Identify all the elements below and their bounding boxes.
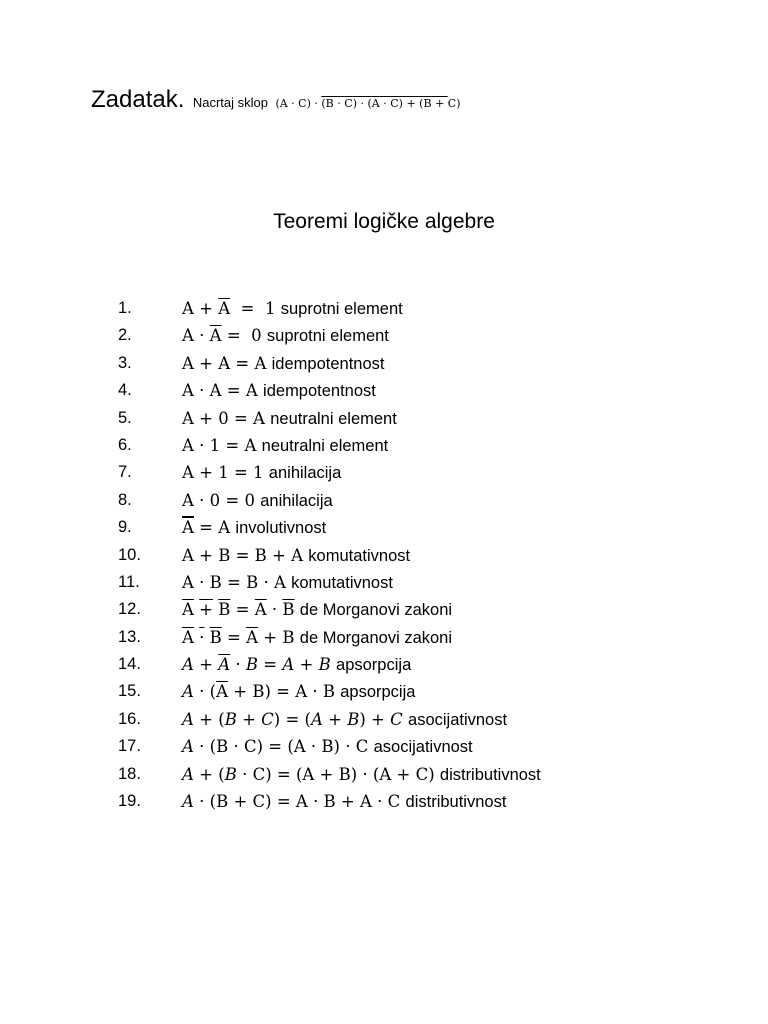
theorem-number: 11. (118, 572, 140, 591)
formula-expression: A + (B + C) = (A + B) + C (182, 709, 403, 729)
theorem-number: 2. (118, 326, 132, 345)
theorem-number: 19. (118, 792, 141, 811)
task-line (91, 86, 461, 114)
theorem-description: apsorpcija (336, 656, 412, 675)
task-instruction: Nacrtaj sklop (192, 95, 268, 110)
formula-expression: $A + \overline{A} = 1$ (182, 299, 276, 318)
theorem-description: neutralni element (261, 436, 389, 455)
theorem-formula (182, 295, 403, 323)
theorem-description: de Morganovi zakoni (299, 628, 453, 647)
formula-expression: $\overline{A} = A$ (182, 518, 231, 538)
theorem-formula (182, 405, 397, 433)
theorem-formula (182, 706, 507, 734)
theorem-formula (182, 487, 333, 515)
theorem-formula (182, 733, 473, 761)
formula-expression: A · B = B · A (182, 572, 286, 592)
theorem-description: suprotni element (266, 327, 389, 346)
formula-expression: A · A = A (182, 381, 258, 401)
theorem-formula (182, 432, 388, 460)
formula-expression: $\overline{A} \cdot \overline{B} = \overline{A} + B$ (182, 627, 295, 647)
theorem-number: 6. (118, 435, 132, 454)
theorem-number: 4. (118, 381, 132, 400)
theorem-number: 13. (118, 627, 141, 646)
theorem-number: 18. (118, 764, 141, 783)
theorem-description: suprotni element (280, 300, 403, 318)
theorem-formula (182, 377, 376, 405)
theorem-number: 17. (118, 737, 141, 756)
theorem-number: 14. (118, 655, 141, 674)
theorem-description: komutativnost (308, 546, 411, 565)
theorem-formula (182, 788, 506, 816)
formula-expression: $\overline{A} + \overline{B} = \overline{A} \cdot \overline{B}$ (182, 600, 295, 620)
theorem-formula (182, 542, 410, 570)
page-title: Teoremi logičke algebre (273, 210, 495, 233)
theorem-description: asocijativnost (408, 710, 508, 729)
theorem-number: 1. (118, 299, 132, 317)
theorem-description: de Morganovi zakoni (299, 601, 453, 620)
theorem-number: 15. (118, 682, 141, 701)
formula-expression: $A \cdot (\overline{A} + B) = A \cdot B$ (182, 682, 335, 702)
theorem-description: distributivnost (439, 765, 541, 784)
formula-expression: A · (B · C) = (A · B) · C (182, 737, 369, 757)
formula-expression: A · (B + C) = A · B + A · C (182, 792, 401, 812)
theorem-number: 8. (118, 490, 132, 509)
theorem-number: 3. (118, 353, 132, 372)
theorem-description: komutativnost (291, 573, 393, 592)
formula-expression: A · 0 = 0 (182, 490, 255, 510)
theorem-description: involutivnost (235, 519, 327, 538)
theorem-formula (182, 651, 411, 679)
theorem-number: 10. (118, 545, 141, 564)
theorem-description: idempotentnost (263, 382, 376, 401)
theorem-description: distributivnost (405, 793, 507, 812)
theorem-formula (182, 596, 452, 624)
formula-expression: $A \cdot \overline{A} = 0$ (182, 326, 262, 346)
formula-expression: A + (B · C) = (A + B) · (A + C) (182, 764, 435, 784)
theorem-formula (182, 459, 341, 487)
theorem-description: idempotentnost (271, 354, 385, 373)
theorem-formula (182, 624, 452, 652)
theorem-number: 5. (118, 408, 132, 427)
theorem-formula (182, 350, 384, 378)
theorem-description: asocijativnost (373, 738, 473, 757)
task-label: Zadatak. (91, 86, 185, 113)
theorem-number: 12. (118, 600, 141, 619)
theorem-formula (182, 678, 415, 706)
theorem-formula (182, 514, 326, 542)
theorem-description: anihilacija (260, 491, 333, 510)
formula-expression: A + B = B + A (182, 545, 304, 565)
task-expression: $(A \cdot C) \cdot (\overline{B} \cdot \overline{C}) \cdot (\overline{A} \cdot \overline{C}) + (\overline{B} + C)$ (275, 97, 461, 110)
formula-expression: A + 1 = 1 (182, 463, 264, 483)
theorem-formula (182, 569, 393, 597)
theorem-number: 7. (118, 463, 132, 482)
formula-expression: A · 1 = A (182, 435, 257, 455)
formula-expression: $A + \overline{A} \cdot B = A + B$ (182, 655, 331, 675)
theorem-description: anihilacija (268, 464, 342, 483)
formula-expression: A + 0 = A (182, 408, 265, 428)
theorem-description: apsorpcija (340, 683, 416, 702)
theorem-description: neutralni element (270, 409, 397, 428)
formula-expression: A + A = A (182, 353, 267, 373)
theorem-number: 16. (118, 709, 141, 728)
theorem-formula (182, 761, 541, 789)
theorem-number: 9. (118, 518, 132, 537)
theorem-formula (182, 322, 389, 350)
